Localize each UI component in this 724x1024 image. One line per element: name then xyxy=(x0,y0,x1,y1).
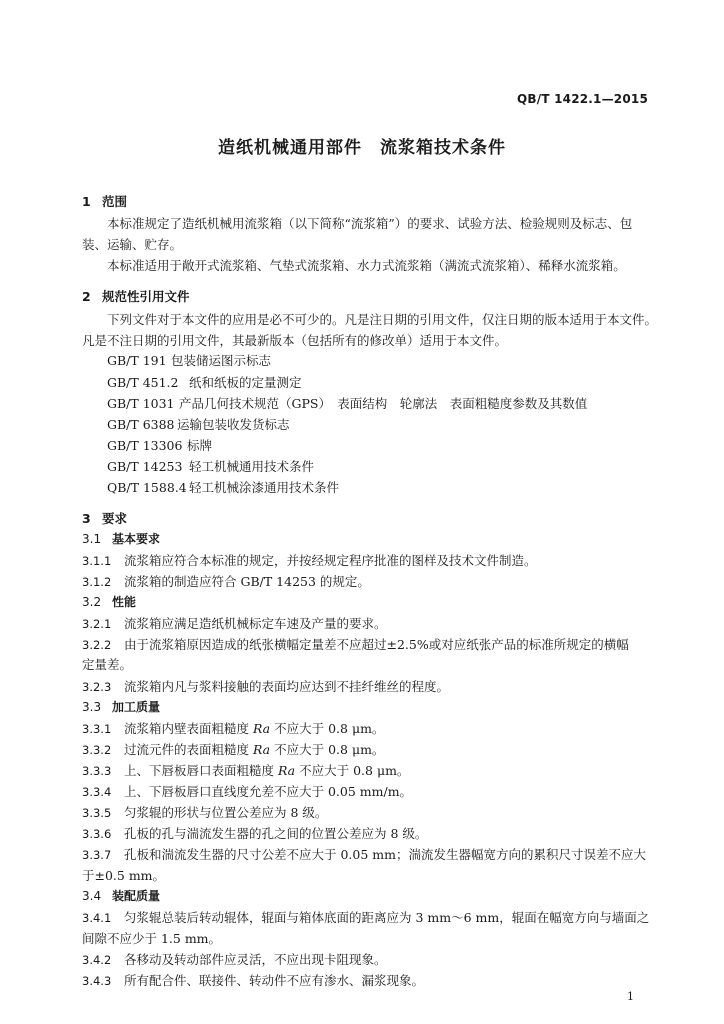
clause-text: 流浆箱内凡与浆料接触的表面均应达到不挂纤维丝的程度。 xyxy=(124,679,450,694)
subsection-number: 3.3 xyxy=(82,700,102,714)
reference-code: GB/T 451.2 xyxy=(107,375,179,390)
reference-code: GB/T 14253 xyxy=(107,459,183,474)
clause-number: 3.4.1 xyxy=(82,911,112,925)
clause-text: 不应大于 0.8 μm。 xyxy=(270,742,385,757)
reference-item xyxy=(107,394,587,412)
reference-title: 产品几何技术规范（GPS） 表面结构 轮廓法 表面粗糙度参数及其数值 xyxy=(179,396,588,411)
section-1-heading xyxy=(82,192,127,210)
clause-text: 匀浆辊总装后转动辊体，辊面与箱体底面的距离应为 3 mm～6 mm，辊面在幅宽方向与墙面之 xyxy=(124,910,650,925)
reference-item xyxy=(107,373,302,391)
section-title: 范围 xyxy=(102,194,128,209)
section-number: 3 xyxy=(82,511,91,526)
subsection-title: 基本要求 xyxy=(112,532,161,546)
clause-text: 过流元件的表面粗糙度 xyxy=(124,742,253,757)
clause-text: 孔板的孔与湍流发生器的孔之间的位置公差应为 8 级。 xyxy=(124,826,428,841)
clause-number: 3.1.2 xyxy=(82,575,112,589)
reference-title: 运输包装收发货标志 xyxy=(177,417,290,432)
clause xyxy=(82,614,387,632)
clause-continuation: 于±0.5 mm。 xyxy=(82,868,166,883)
reference-code: GB/T 6388 xyxy=(107,417,175,432)
section-number: 2 xyxy=(82,289,91,304)
clause-continuation: 定量差。 xyxy=(82,657,133,672)
clause xyxy=(82,782,412,800)
subsection-title: 装配质量 xyxy=(112,889,161,903)
clause-continuation: 间隙不应少于 1.5 mm。 xyxy=(82,931,222,946)
reference-item xyxy=(107,351,271,369)
reference-code: GB/T 13306 xyxy=(107,438,183,453)
scope-paragraph-1: 本标准规定了造纸机械用流浆箱（以下简称“流浆箱”）的要求、试验方法、检验规则及标志、包装、运输、贮存。 xyxy=(82,216,633,252)
clause-number: 3.3.6 xyxy=(82,827,112,841)
clause-text: 各移动及转动部件应灵活，不应出现卡阻现象。 xyxy=(124,952,387,967)
clause xyxy=(82,740,384,758)
clause-number: 3.1.1 xyxy=(82,554,112,568)
clause-text: 流浆箱的制造应符合 GB/T 14253 的规定。 xyxy=(124,574,370,589)
reference-title: 包装储运图示标志 xyxy=(171,353,272,368)
clause-number: 3.4.2 xyxy=(82,953,112,967)
clause-number: 3.2.2 xyxy=(82,638,112,652)
subsection-heading xyxy=(82,887,160,904)
clause-number: 3.3.4 xyxy=(82,785,112,799)
clause-number: 3.3.5 xyxy=(82,806,112,820)
clause xyxy=(82,551,537,569)
clause xyxy=(82,719,384,737)
section-number: 1 xyxy=(82,194,91,209)
roughness-symbol: Ra xyxy=(277,763,296,778)
subsection-title: 性能 xyxy=(112,595,137,609)
subsection-heading xyxy=(82,530,160,547)
clause-number: 3.3.1 xyxy=(82,722,112,736)
clause xyxy=(82,572,370,590)
reference-code: GB/T 1031 xyxy=(107,396,175,411)
clause-text: 匀浆辊的形状与位置公差应为 8 级。 xyxy=(124,805,328,820)
reference-item xyxy=(107,436,212,454)
clause-text: 流浆箱内壁表面粗糙度 xyxy=(124,721,253,736)
clause-text: 流浆箱应符合本标准的规定，并按经规定程序批准的图样及技术文件制造。 xyxy=(124,553,537,568)
section-title: 要求 xyxy=(102,511,128,526)
clause-number: 3.2.3 xyxy=(82,680,112,694)
clause-number: 3.2.1 xyxy=(82,617,112,631)
clause xyxy=(82,824,427,842)
subsection-title: 加工质量 xyxy=(112,700,161,714)
clause xyxy=(82,845,646,863)
clause xyxy=(82,677,449,695)
clause-number: 3.3.3 xyxy=(82,764,112,778)
subsection-heading xyxy=(82,698,160,715)
reference-title: 轻工机械涂漆通用技术条件 xyxy=(189,480,340,495)
reference-code: GB/T 191 xyxy=(107,353,167,368)
clause xyxy=(82,950,387,968)
reference-title: 纸和纸板的定量测定 xyxy=(189,375,302,390)
section-title: 规范性引用文件 xyxy=(102,289,190,304)
roughness-symbol: Ra xyxy=(252,742,271,757)
reference-code: QB/T 1588.4 xyxy=(107,480,187,495)
reference-item xyxy=(107,478,339,496)
clause xyxy=(82,761,409,779)
clause-number: 3.3.7 xyxy=(82,848,112,862)
references-intro: 下列文件对于本文件的应用是必不可少的。凡是注日期的引用文件，仅注日期的版本适用于本文件。凡是不注日期的引用文件，其最新版本（包括所有的修改单）适用于本文件。 xyxy=(82,312,658,348)
clause xyxy=(82,971,424,989)
subsection-number: 3.4 xyxy=(82,889,102,903)
reference-title: 轻工机械通用技术条件 xyxy=(189,459,315,474)
section-2-heading xyxy=(82,287,190,305)
clause-text: 上、下唇板唇口直线度允差不应大于 0.05 mm/m。 xyxy=(124,784,413,799)
clause-text: 上、下唇板唇口表面粗糙度 xyxy=(124,763,278,778)
reference-title: 标牌 xyxy=(187,438,213,453)
page-title: 造纸机械通用部件 流浆箱技术条件 xyxy=(218,138,506,158)
subsection-number: 3.1 xyxy=(82,532,102,546)
clause xyxy=(82,908,649,926)
clause-text: 不应大于 0.8 μm。 xyxy=(270,721,385,736)
clause-text: 流浆箱应满足造纸机械标定车速及产量的要求。 xyxy=(124,616,387,631)
roughness-symbol: Ra xyxy=(252,721,271,736)
clause-number: 3.3.2 xyxy=(82,743,112,757)
clause-number: 3.4.3 xyxy=(82,974,112,988)
clause-text: 由于流浆箱原因造成的纸张横幅定量差不应超过±2.5%或对应纸张产品的标准所规定的横幅 xyxy=(124,637,629,652)
subsection-heading xyxy=(82,593,136,610)
clause-text: 不应大于 0.8 μm。 xyxy=(295,763,410,778)
clause xyxy=(82,803,327,821)
clause-text: 所有配合件、联接件、转动件不应有渗水、漏浆现象。 xyxy=(124,973,425,988)
clause-text: 孔板和湍流发生器的尺寸公差不应大于 0.05 mm；湍流发生器幅宽方向的累积尺寸误差不应大 xyxy=(124,847,646,862)
clause xyxy=(82,635,629,653)
subsection-number: 3.2 xyxy=(82,595,102,609)
reference-item xyxy=(107,415,290,433)
page-number: 1 xyxy=(627,990,634,1003)
section-3-heading xyxy=(82,509,127,527)
standard-number: QB/T 1422.1—2015 xyxy=(517,92,648,106)
reference-item xyxy=(107,457,314,475)
scope-paragraph-2: 本标准适用于敞开式流浆箱、气垫式流浆箱、水力式流浆箱（满流式流浆箱）、稀释水流浆箱。 xyxy=(107,258,626,273)
